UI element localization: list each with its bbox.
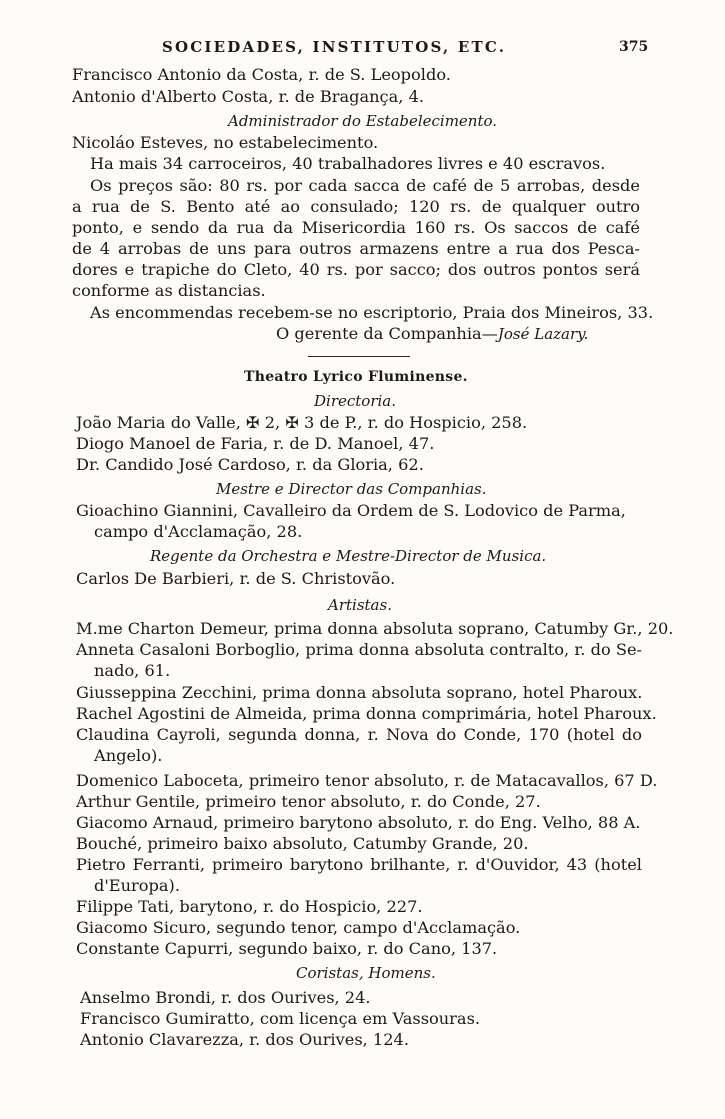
text-line: Bouché, primeiro baixo absoluto, Catumby Grande, 20.: [76, 834, 529, 853]
section-heading: Artistas.: [328, 596, 392, 614]
paragraph: As encommendas recebem-se no escriptorio, Praia dos Mineiros, 33.: [90, 303, 654, 322]
text-line: Rachel Agostini de Almeida, prima donna comprimária, hotel Pharoux.: [76, 704, 657, 723]
text-line: Constante Capurri, segundo baixo, r. do Cano, 137.: [76, 939, 498, 958]
text-line: campo d'Acclamação, 28.: [94, 522, 303, 541]
page-number: 375: [619, 39, 649, 55]
text-line: Nicoláo Esteves, no estabelecimento.: [72, 133, 379, 152]
paragraph-line: a rua de S. Bento até ao consulado; 120 rs. de qualquer outro: [72, 197, 640, 216]
text-line: Filippe Tati, barytono, r. do Hospicio, 227.: [76, 897, 423, 916]
text-line: Claudina Cayroli, segunda donna, r. Nova do Conde, 170 (hotel do: [76, 725, 642, 744]
paragraph-line: dores e trapiche do Cleto, 40 rs. por sacco; dos outros pontos será: [72, 260, 640, 279]
text-line: Angelo).: [94, 746, 163, 765]
paragraph: Ha mais 34 carroceiros, 40 trabalhadores livres e 40 escravos.: [90, 154, 606, 173]
text-line: d'Europa).: [94, 876, 181, 895]
section-heading: Directoria.: [314, 392, 397, 410]
section-heading: Administrador do Estabelecimento.: [228, 112, 498, 130]
running-title: SOCIEDADES, INSTITUTOS, ETC.: [162, 38, 507, 56]
text-line: Carlos De Barbieri, r. de S. Christovão.: [76, 569, 396, 588]
text-line: M.me Charton Demeur, prima donna absoluta soprano, Catumby Gr., 20.: [76, 619, 674, 638]
text-line: Francisco Gumiratto, com licença em Vassouras.: [80, 1009, 481, 1028]
paragraph-line: Os preços são: 80 rs. por cada sacca de café de 5 arrobas, desde: [90, 176, 640, 195]
paragraph-line: conforme as distancias.: [72, 281, 266, 300]
paragraph-line: ponto, e sendo da rua da Misericordia 160 rs. Os saccos de café: [72, 218, 640, 237]
signature-name: José Lazary.: [497, 325, 589, 343]
text-line: Anneta Casaloni Borboglio, prima donna absoluta contralto, r. do Se-: [76, 640, 642, 659]
section-title: Theatro Lyrico Fluminense.: [244, 369, 468, 385]
section-heading: Coristas, Homens.: [296, 964, 436, 982]
text-line: Antonio Clavarezza, r. dos Ourives, 124.: [80, 1030, 409, 1049]
text-line: Giacomo Sicuro, segundo tenor, campo d'Acclamação.: [76, 918, 521, 937]
paragraph-line: de 4 arrobas de uns para outros armazens entre a rua dos Pesca-: [72, 239, 640, 258]
text-line: Anselmo Brondi, r. dos Ourives, 24.: [80, 988, 371, 1007]
signature: [276, 325, 588, 343]
text-line: Francisco Antonio da Costa, r. de S. Leopoldo.: [72, 65, 451, 84]
text-line: Antonio d'Alberto Costa, r. de Bragança, 4.: [72, 87, 425, 106]
section-heading: Mestre e Director das Companhias.: [216, 480, 487, 498]
text-line: João Maria do Valle, ✠ 2, ✠ 3 de P., r. do Hospicio, 258.: [76, 413, 528, 432]
section-heading: Regente da Orchestra e Mestre-Director de Musica.: [150, 547, 547, 565]
text-line: Gioachino Giannini, Cavalleiro da Ordem de S. Lodovico de Parma,: [76, 501, 626, 520]
text-line: Giusseppina Zecchini, prima donna absoluta soprano, hotel Pharoux.: [76, 683, 643, 702]
text-line: nado, 61.: [94, 661, 171, 680]
text-line: Domenico Laboceta, primeiro tenor absoluto, r. de Matacavallos, 67 D.: [76, 771, 658, 790]
signature-prefix: O gerente da Companhia—: [276, 324, 498, 343]
text-line: Dr. Candido José Cardoso, r. da Gloria, 62.: [76, 455, 424, 474]
text-line: Diogo Manoel de Faria, r. de D. Manoel, 47.: [76, 434, 435, 453]
section-divider: [308, 356, 410, 357]
text-line: Giacomo Arnaud, primeiro barytono absoluto, r. do Eng. Velho, 88 A.: [76, 813, 641, 832]
text-line: Arthur Gentile, primeiro tenor absoluto, r. do Conde, 27.: [76, 792, 541, 811]
text-line: Pietro Ferranti, primeiro barytono brilhante, r. d'Ouvidor, 43 (hotel: [76, 855, 642, 874]
